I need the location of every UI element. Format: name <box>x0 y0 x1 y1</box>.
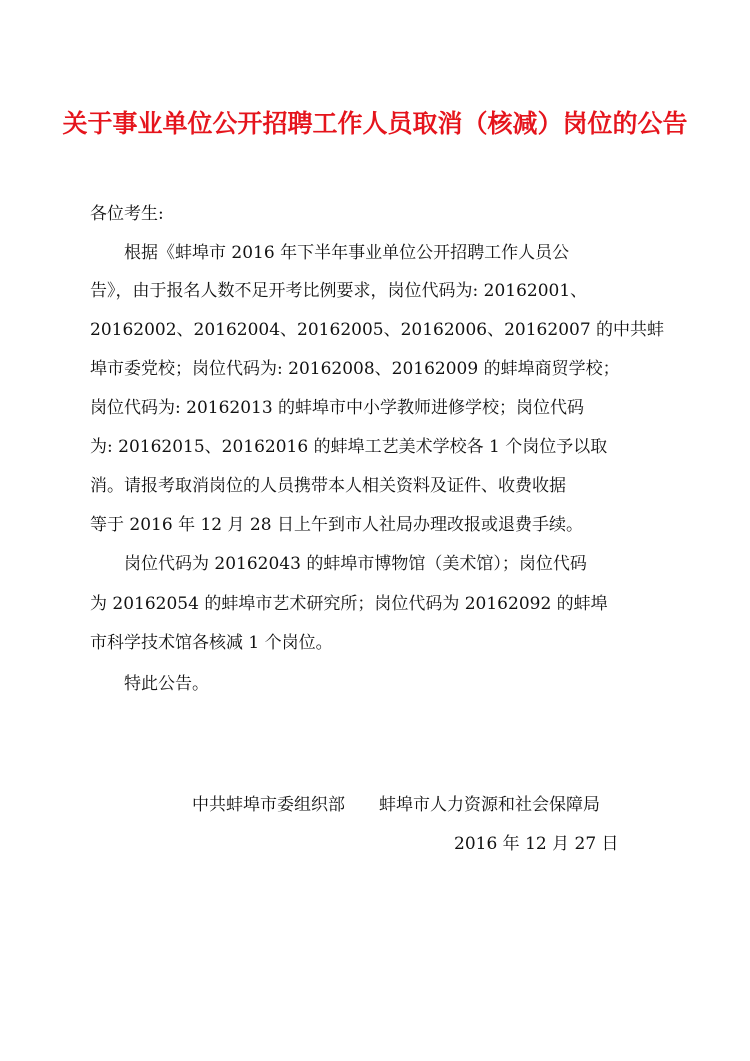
signature-org-1: 中共蚌埠市委组织部 <box>192 795 345 815</box>
paragraph-1-line: 根据《蚌埠市 2016 年下半年事业单位公开招聘工作人员公 <box>124 243 570 263</box>
announcement-title: 关于事业单位公开招聘工作人员取消（核减）岗位的公告 <box>62 109 688 138</box>
paragraph-1-line: 为: 20162015、20162016 的蚌埠工艺美术学校各 1 个岗位予以取 <box>90 437 608 457</box>
paragraph-1-line: 告》，由于报名人数不足开考比例要求，岗位代码为: 20162001、 <box>90 281 588 301</box>
paragraph-1-line: 岗位代码为: 20162013 的蚌埠市中小学教师进修学校；岗位代码 <box>90 398 585 418</box>
paragraph-2-line: 为 20162054 的蚌埠市艺术研究所；岗位代码为 20162092 的蚌埠 <box>90 594 608 614</box>
paragraph-2-line: 市科学技术馆各核减 1 个岗位。 <box>90 633 333 653</box>
paragraph-1-line: 埠市委党校；岗位代码为: 20162008、20162009 的蚌埠商贸学校； <box>90 359 620 379</box>
paragraph-2-line: 岗位代码为 20162043 的蚌埠市博物馆（美术馆）；岗位代码 <box>124 554 587 574</box>
signature-org-2: 蚌埠市人力资源和社会保障局 <box>379 795 600 815</box>
salutation: 各位考生: <box>90 204 164 224</box>
closing-line: 特此公告。 <box>124 674 209 694</box>
paragraph-1-line: 消。请报考取消岗位的人员携带本人相关资料及证件、收费收据 <box>90 476 566 496</box>
signature <box>192 790 600 815</box>
paragraph-1-line: 20162002、20162004、20162005、20162006、20162007 的中共蚌 <box>90 320 665 340</box>
issue-date: 2016 年 12 月 27 日 <box>454 834 619 854</box>
paragraph-1-line: 等于 2016 年 12 月 28 日上午到市人社局办理改报或退费手续。 <box>90 515 583 535</box>
